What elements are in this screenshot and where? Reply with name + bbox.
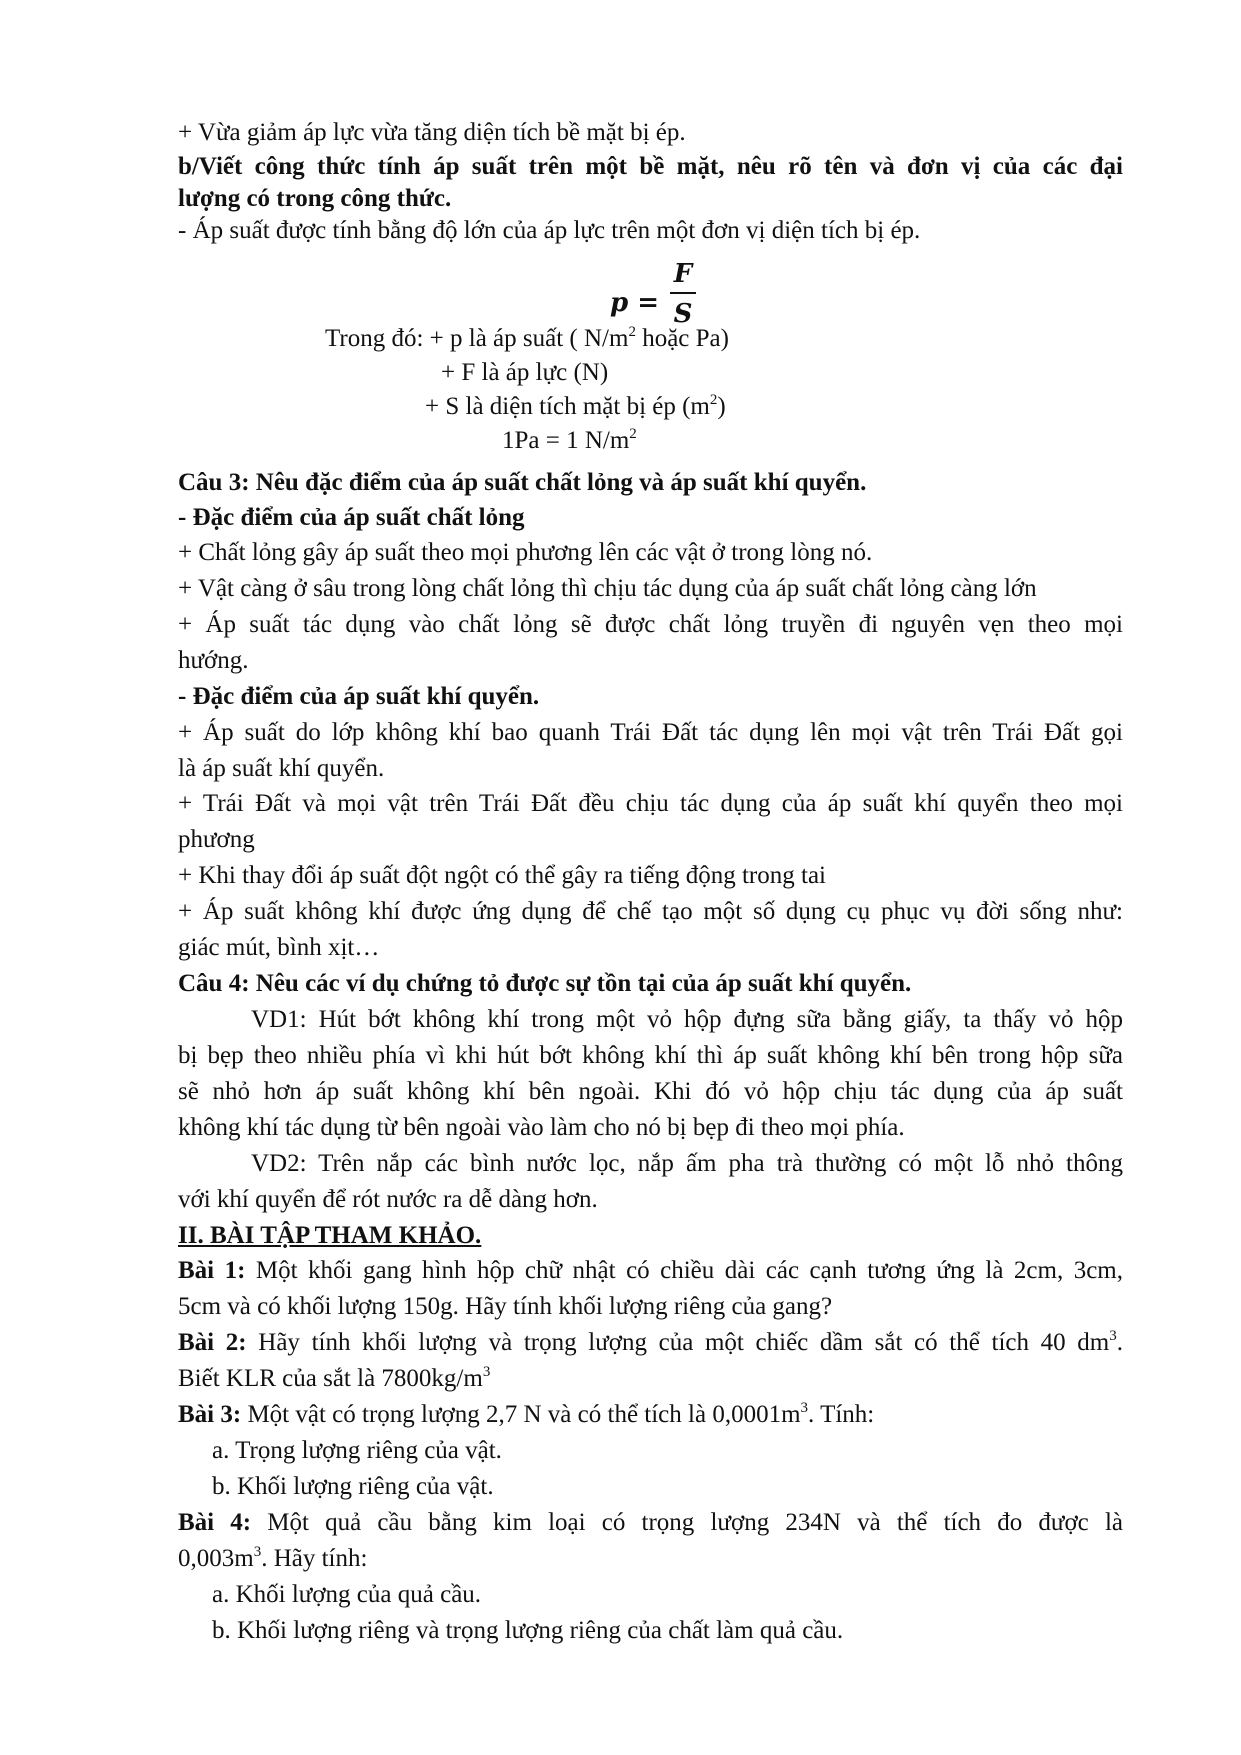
text-line: là áp suất khí quyển.: [178, 755, 385, 782]
example-line: với khí quyển để rót nước ra dễ dàng hơn.: [178, 1186, 598, 1213]
section-heading: lượng có trong công thức.: [178, 185, 452, 212]
formula-numerator: F: [673, 259, 693, 289]
example-line: không khí tác dụng từ bên ngoài vào làm cho nó bị bẹp đi theo mọi phía.: [178, 1114, 905, 1141]
text-line: + Áp suất không khí được ứng dụng để chế tạo một số dụng cụ phục vụ đời sống như:: [178, 898, 1123, 925]
definition-line: - Áp suất được tính bằng độ lớn của áp lực trên một đơn vị diện tích bị ép.: [178, 217, 921, 244]
text-line: + Chất lỏng gây áp suất theo mọi phương lên các vật ở trong lòng nó.: [178, 539, 873, 566]
exercise-line: Bài 3: Một vật có trọng lượng 2,7 N và có thể tích là $0,0001m^3$. Tính:: [178, 1400, 875, 1428]
exercise-subitem: b. Khối lượng riêng và trọng lượng riêng của chất làm quả cầu.: [212, 1617, 844, 1644]
exercise-subitem: a. Trọng lượng riêng của vật.: [212, 1437, 502, 1464]
text-line: hướng.: [178, 647, 249, 674]
text-line: + Áp suất do lớp không khí bao quanh Trái Đất tác dụng lên mọi vật trên Trái Đất gọi: [178, 719, 1123, 746]
question-heading: Câu 3: Nêu đặc điểm của áp suất chất lỏng và áp suất khí quyển.: [178, 469, 867, 496]
legend-line-f: + F là áp lực (N): [441, 359, 609, 386]
legend-line-p: Trong đó: + p là áp suất ( $N/m^2$ hoặc Pa): [325, 324, 729, 352]
exercise-subitem: a. Khối lượng của quả cầu.: [212, 1581, 482, 1608]
sub-heading: - Đặc điểm của áp suất chất lỏng: [178, 504, 525, 531]
exercise-line: 5cm và có khối lượng 150g. Hãy tính khối lượng riêng của gang?: [178, 1293, 833, 1320]
text-line: + Vật càng ở sâu trong lòng chất lỏng thì chịu tác dụng của áp suất chất lỏng càng lớn: [178, 575, 1037, 602]
text-line: giác mút, bình xịt…: [178, 934, 380, 961]
example-line: VD2: Trên nắp các bình nước lọc, nắp ấm pha trà thường có một lỗ nhỏ thông: [251, 1150, 1123, 1177]
sub-heading: - Đặc điểm của áp suất khí quyển.: [178, 683, 540, 710]
unit-line: 1Pa = 1 $N/m^2$: [502, 426, 637, 454]
exercise-line: Biết KLR của sắt là $7800kg/m^3$: [178, 1364, 491, 1392]
example-line: VD1: Hút bớt không khí trong một vỏ hộp đựng sữa bằng giấy, ta thấy vỏ hộp: [251, 1006, 1123, 1033]
text-line: phương: [178, 826, 255, 853]
section-heading: b/Viết công thức tính áp suất trên một bề mặt, nêu rõ tên và đơn vị của các đại: [178, 153, 1123, 180]
text-line: + Trái Đất và mọi vật trên Trái Đất đều chịu tác dụng của áp suất khí quyển theo mọi: [178, 790, 1123, 817]
exercise-subitem: b. Khối lượng riêng của vật.: [212, 1473, 494, 1500]
text-line: + Khi thay đổi áp suất đột ngột có thể gây ra tiếng động trong tai: [178, 862, 826, 889]
formula-fraction: [670, 258, 696, 330]
part-heading: II. BÀI TẬP THAM KHẢO.: [178, 1222, 482, 1249]
fraction-bar: [670, 292, 696, 294]
example-line: bị bẹp theo nhiều phía vì khi hút bớt không khí thì áp suất không khí bên trong hộp sữa: [178, 1042, 1123, 1069]
legend-line-s: + S là diện tích mặt bị ép $(m^2)$: [425, 392, 726, 420]
exercise-line: Bài 1: Một khối gang hình hộp chữ nhật có chiều dài các cạnh tương ứng là 2cm, 3cm,: [178, 1257, 1123, 1284]
question-heading: Câu 4: Nêu các ví dụ chứng tỏ được sự tồn tại của áp suất khí quyển.: [178, 970, 912, 997]
example-line: sẽ nhỏ hơn áp suất không khí bên ngoài. Khi đó vỏ hộp chịu tác dụng của áp suất: [178, 1078, 1123, 1105]
exercise-line: $0,003m^3$. Hãy tính:: [178, 1544, 368, 1572]
text-line: + Vừa giảm áp lực vừa tăng diện tích bề mặt bị ép.: [178, 119, 686, 146]
exercise-line: Bài 4: Một quả cầu bằng kim loại có trọng lượng 234N và thể tích đo được là: [178, 1509, 1123, 1536]
formula-lhs: p =: [610, 288, 660, 318]
exercise-line: Bài 2: Hãy tính khối lượng và trọng lượng của một chiếc dầm sắt có thể tích 40 $dm^3$.: [178, 1328, 1123, 1356]
text-line: + Áp suất tác dụng vào chất lỏng sẽ được chất lỏng truyền đi nguyên vẹn theo mọi: [178, 611, 1123, 638]
formula-denominator: S: [673, 299, 693, 329]
